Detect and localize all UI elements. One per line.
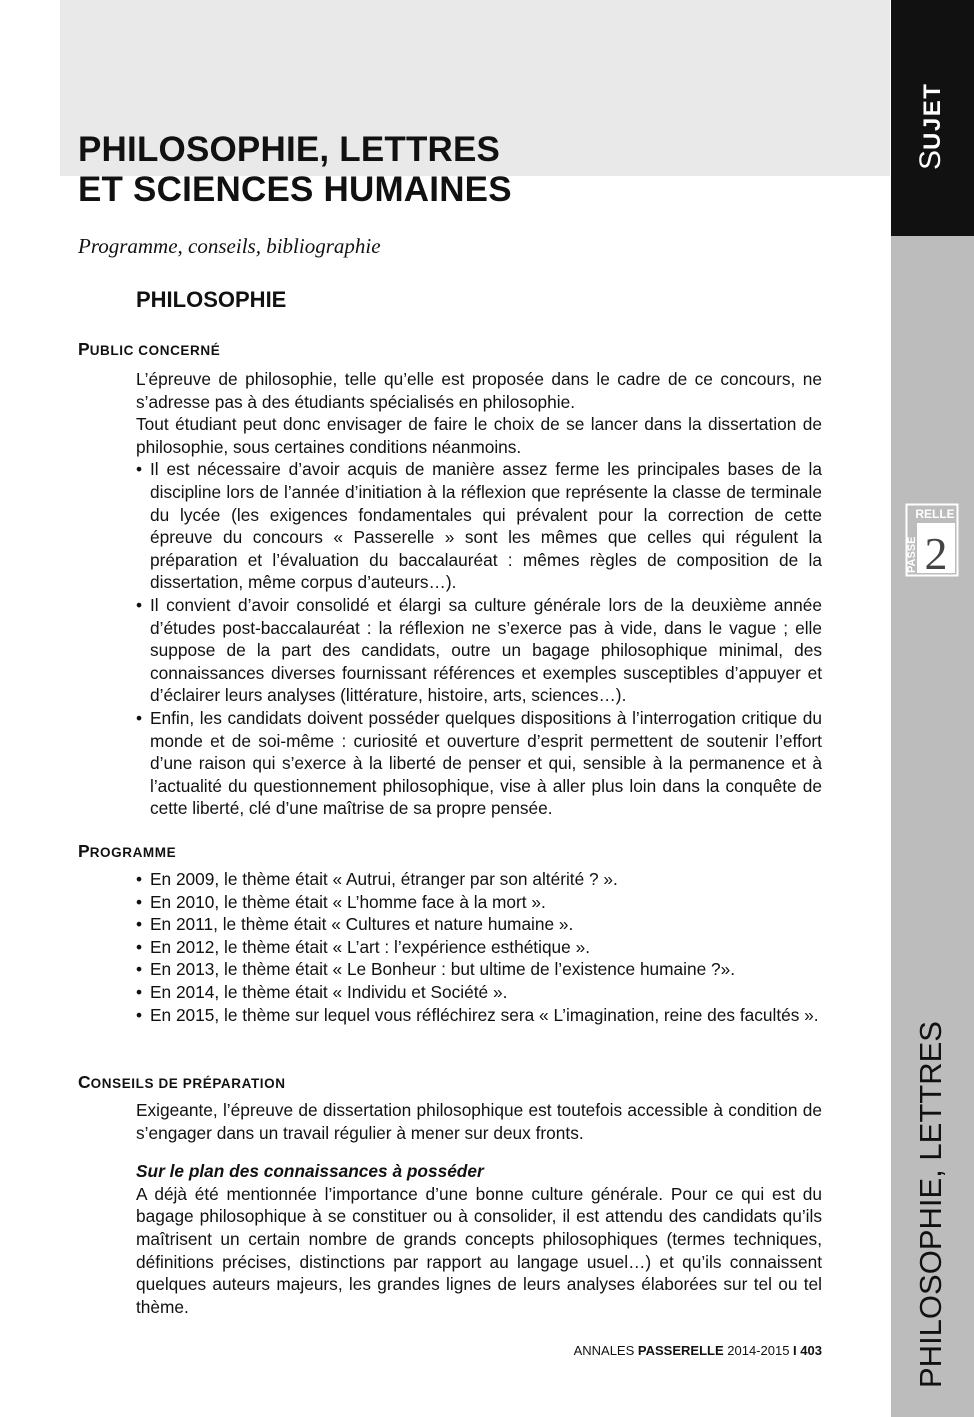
list-item: • Il est nécessaire d’avoir acquis de manière assez ferme les principales bases de la discipline lors de l’année d’initiation à la réflexion que représente la classe de terminale du lycée (les exigences fondamentales qui prévalent pour la correction de cette épreuve du concours « Passerelle » sont les mêmes que celles qui régulent la préparation et l’évaluation du baccalauréat : mêmes règles de composition de la dissertation, même corpus d’auteurs…). [136,458,822,594]
title-line-2: ET SCIENCES HUMAINES [78,170,512,209]
subject-heading: PHILOSOPHIE [136,287,287,312]
paragraph: Tout étudiant peut donc envisager de faire le choix de se lancer dans la dissertation de philosophie, sous certaines conditions néanmoins. [136,414,822,457]
side-vertical-title: PHILOSOPHIE, LETTRES [913,1021,948,1388]
list-item: • En 2015, le thème sur lequel vous réfléchirez sera « L’imagination, reine des facultés ». [136,1004,822,1027]
list-item: • En 2011, le thème était « Cultures et nature humaine ». [136,913,822,936]
logo-text-top: RELLE [915,507,955,521]
section-programme-body [136,868,822,1026]
page-title [78,130,512,210]
bullet-list [136,458,822,820]
bullet-list [136,868,822,1026]
footer-years: 2014-2015 [727,1343,790,1358]
paragraph: L’épreuve de philosophie, telle qu’elle est proposée dans le cadre de ce concours, ne s’adresse pas à des étudiants spécialisés en philosophie. [136,369,822,412]
subheading: Sur le plan des connaissances à posséder [136,1161,484,1182]
page-subtitle: Programme, conseils, bibliographie [78,234,381,258]
passerelle-logo [905,503,959,577]
list-item: • Enfin, les candidats doivent posséder quelques dispositions à l’interrogation critique du monde et de soi-même : curiosité et ouverture d’esprit permettent de soutenir l’effort d’une raison qui s’exerce à la liberté de penser et qui, sensible à la permanence et à l’actualité du questionnement philosophique, vise à aller plus loin dans la conquête de cette liberté, clé d’une maîtrise de sa propre pensée. [136,707,822,820]
logo-number: 2 [924,528,948,577]
logo-text-side: PASSE [906,536,918,573]
footer-separator: I [793,1343,797,1358]
page-number: 403 [800,1343,822,1358]
list-item: • En 2012, le thème était « L’art : l’expérience esthétique ». [136,936,822,959]
section-heading-public: PUBLIC CONCERNÉ [78,339,221,359]
paragraph: A déjà été mentionnée l’importance d’une bonne culture générale. Pour ce qui est du bagage philosophique à se constituer ou à consolider, il est attendu des candidats qu’ils maîtrisent un certain nombre de grands concepts philosophiques (termes techniques, définitions précises, distinctions par rapport au langage usuel…) et qu’ils connaissent quelques auteurs majeurs, les grandes lignes de leurs analyses élaborées sur tel ou tel thème. [136,1183,822,1317]
paragraph: Exigeante, l’épreuve de dissertation philosophique est toutefois accessible à condition de s’engager dans un travail régulier à mener sur deux fronts. [136,1100,822,1143]
list-item: • En 2009, le thème était « Autrui, étranger par son altérité ? ». [136,868,822,891]
list-item: • En 2013, le thème était « Le Bonheur : but ultime de l’existence humaine ?». [136,958,822,981]
section-heading-conseils: CONSEILS DE PRÉPARATION [78,1072,286,1092]
side-label-sujet: SUJET [914,82,947,170]
list-item: • En 2010, le thème était « L’homme face à la mort ». [136,891,822,914]
title-line-1: PHILOSOPHIE, LETTRES [78,130,501,169]
page-footer [400,1343,822,1358]
list-item: • En 2014, le thème était « Individu et Société ». [136,981,822,1004]
section-heading-programme: PROGRAMME [78,841,177,861]
section-conseils-body [136,1099,822,1318]
list-item: • Il convient d’avoir consolidé et élargi sa culture générale lors de la deuxième année d’études post-baccalauréat : la réflexion ne s’exerce pas à vide, dans le vague ; elle suppose de la part des candidats, outre un bagage philosophique minimal, des connaissances diverses fournissant références et exemples susceptibles d’appuyer et d’éclairer leurs analyses (littérature, histoire, arts, sciences…). [136,594,822,707]
footer-brand: PASSERELLE [637,1343,724,1358]
section-public-body [136,368,822,820]
footer-prefix: ANNALES [573,1343,635,1358]
